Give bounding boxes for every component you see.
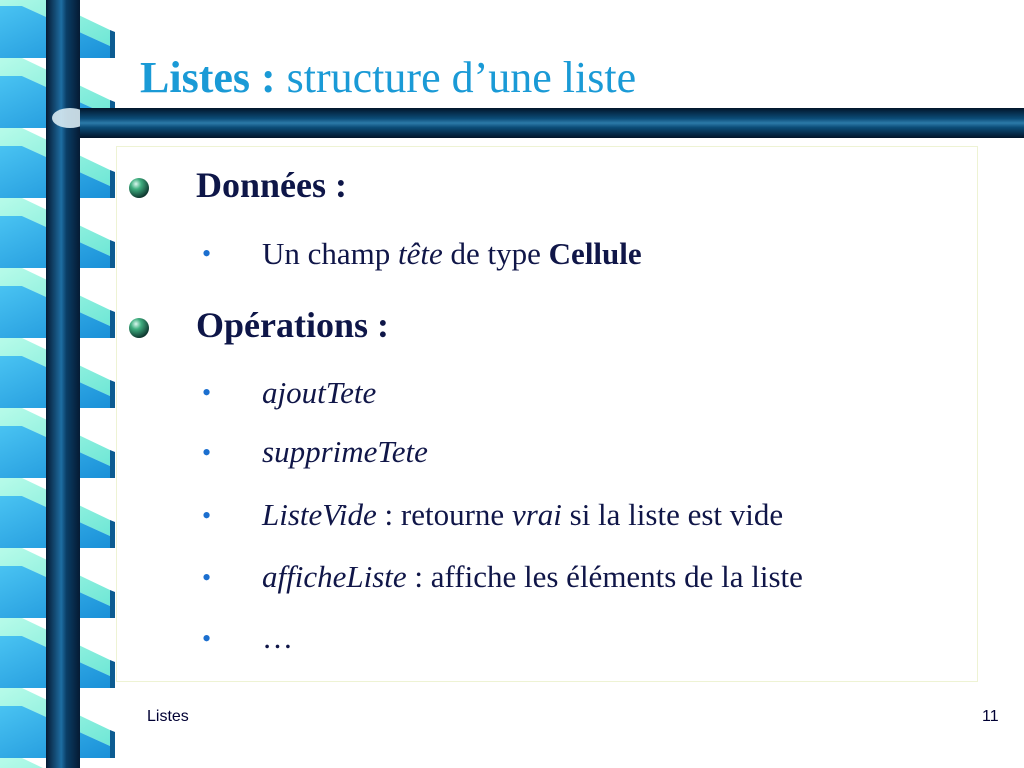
green-sphere-icon xyxy=(127,176,151,200)
sub-bullet: • xyxy=(202,501,212,530)
sub-bullet: • xyxy=(202,378,212,407)
section-heading-donnees: Données : xyxy=(196,165,347,205)
list-item-afficheliste: afficheListe : affiche les éléments de la liste xyxy=(262,559,803,594)
content-area xyxy=(116,146,978,682)
footer-label: Listes xyxy=(147,708,189,725)
title-rest-part: structure d’une liste xyxy=(275,53,637,102)
title-bold-part: Listes : xyxy=(140,53,276,102)
list-item-ellipsis: … xyxy=(262,620,293,655)
list-item-supprimetete: supprimeTete xyxy=(262,434,428,469)
list-item-champ-tete: Un champ tête de type Cellule xyxy=(262,236,642,271)
sub-bullet: • xyxy=(202,563,212,592)
green-sphere-icon xyxy=(127,316,151,340)
sub-bullet: • xyxy=(202,239,212,268)
sub-bullet: • xyxy=(202,438,212,467)
page-number: 11 xyxy=(982,708,999,725)
sub-bullet: • xyxy=(202,624,212,653)
list-item-listevide: ListeVide : retourne vrai si la liste est vide xyxy=(262,497,784,532)
slide-title xyxy=(140,50,636,106)
list-item-ajouttete: ajoutTete xyxy=(262,375,377,410)
title-underline-bar xyxy=(80,108,1024,138)
section-heading-operations: Opérations : xyxy=(196,305,389,345)
